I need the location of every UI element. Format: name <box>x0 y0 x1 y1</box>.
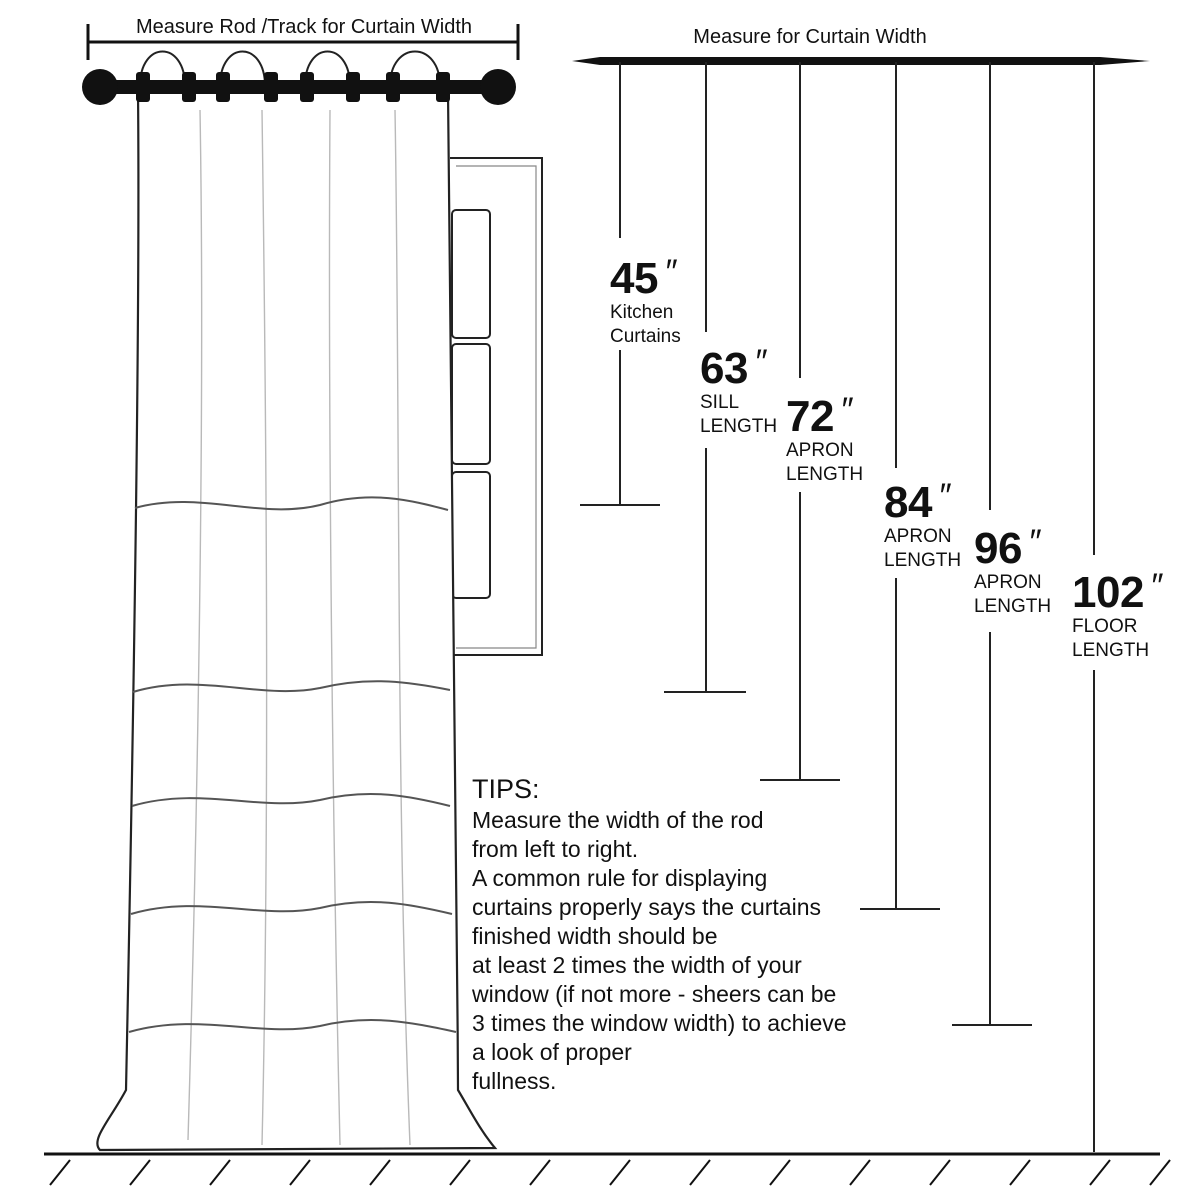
tips-line: finished width should be <box>472 923 718 949</box>
length-63-group <box>700 340 777 439</box>
tips-line: Measure the width of the rod <box>472 807 764 833</box>
length-102-group <box>1072 564 1161 663</box>
tips-title: TIPS: <box>472 774 540 804</box>
curtain-width-label: Measure for Curtain Width <box>693 26 927 48</box>
curtain-panel <box>97 52 495 1151</box>
length-72-group <box>786 388 863 487</box>
length-caption-2: LENGTH <box>884 550 962 571</box>
length-caption-2: LENGTH <box>786 464 864 485</box>
tips-line: fullness. <box>472 1068 557 1094</box>
length-value: 84 ″ <box>884 477 950 527</box>
length-caption-1: APRON <box>974 572 1042 593</box>
length-caption-2: LENGTH <box>974 596 1052 617</box>
length-caption-1: APRON <box>884 526 952 547</box>
length-84-group <box>884 474 961 573</box>
tips-line: from left to right. <box>472 836 639 862</box>
length-45-group <box>610 250 681 349</box>
floor <box>44 1154 1170 1185</box>
length-caption-2: LENGTH <box>1072 640 1150 661</box>
length-caption-1: APRON <box>786 440 854 461</box>
length-value: 63 ″ <box>700 343 766 393</box>
tips-line: 3 times the window width) to achieve <box>472 1010 847 1036</box>
window <box>450 158 542 655</box>
length-caption-2: LENGTH <box>700 416 778 437</box>
tips-line: A common rule for displaying <box>472 865 768 891</box>
length-caption-1: FLOOR <box>1072 616 1138 637</box>
tips-line: curtains properly says the curtains <box>472 894 821 920</box>
length-value: 102 ″ <box>1072 567 1162 617</box>
length-value: 45 ″ <box>610 253 676 303</box>
tips-line: a look of proper <box>472 1039 632 1065</box>
rod-width-label: Measure Rod /Track for Curtain Width <box>135 16 473 38</box>
length-caption-2: Curtains <box>610 326 681 347</box>
length-value: 96 ″ <box>974 523 1040 573</box>
length-96-group <box>974 520 1051 619</box>
length-caption-1: SILL <box>700 392 740 413</box>
tips-line: at least 2 times the width of your <box>472 952 802 978</box>
length-caption-1: Kitchen <box>610 302 674 323</box>
tips-line: window (if not more - sheers can be <box>472 981 837 1007</box>
curtain-width-line <box>572 57 1150 65</box>
length-value: 72 ″ <box>786 391 852 441</box>
